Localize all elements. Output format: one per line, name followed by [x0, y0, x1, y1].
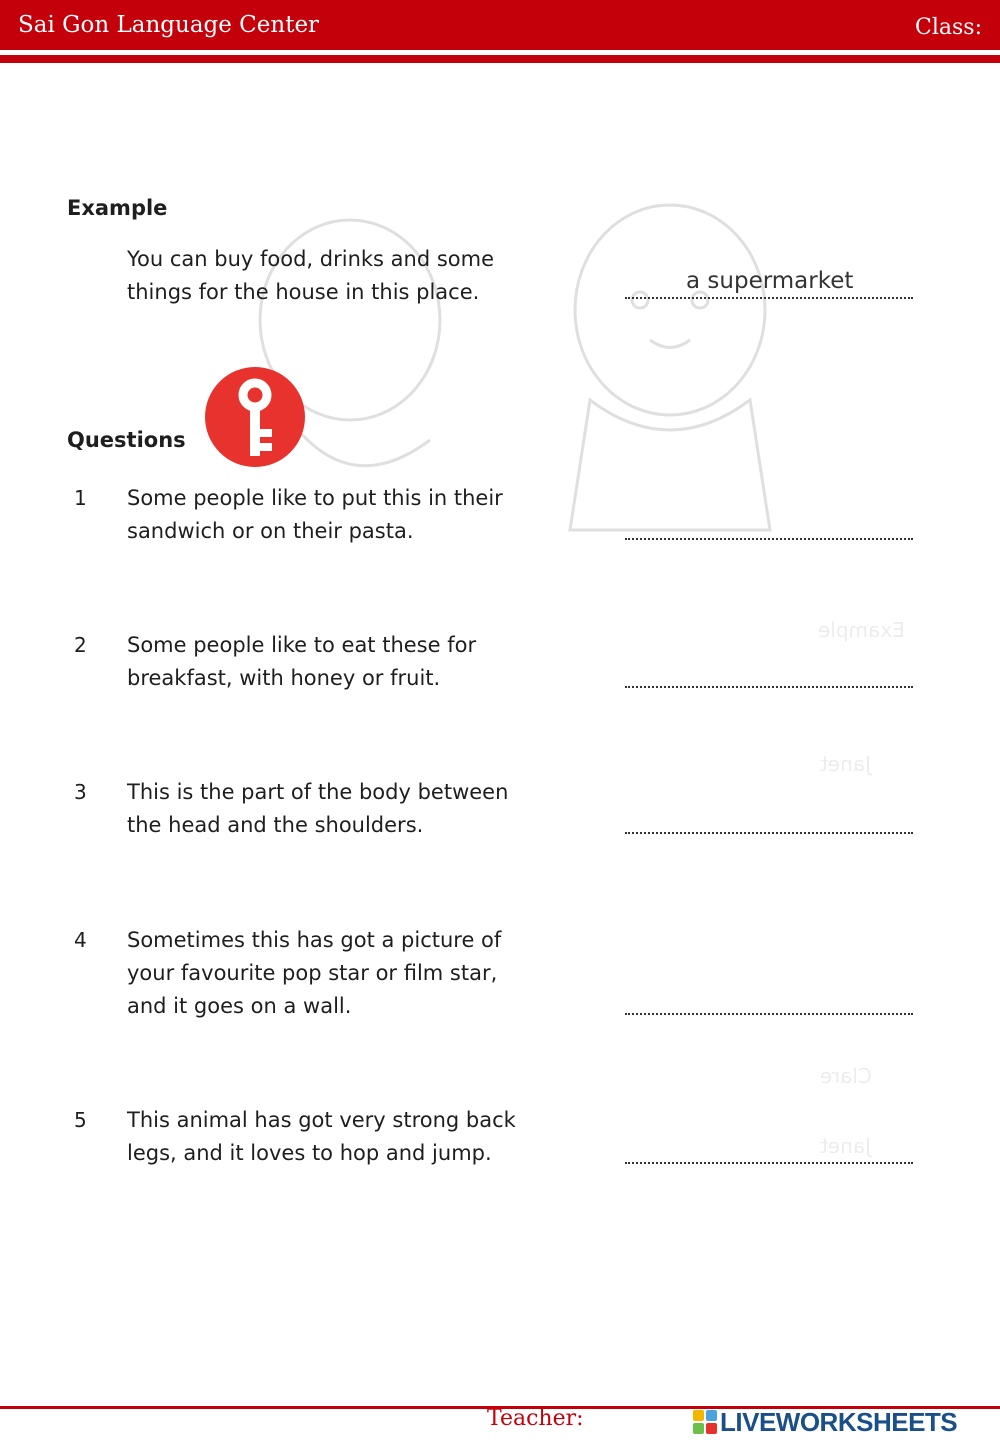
- teacher-label: Teacher:: [487, 1406, 584, 1431]
- question-2-answer-field[interactable]: [625, 686, 913, 688]
- questions-heading: Questions: [67, 428, 186, 452]
- question-4-answer-field[interactable]: [625, 1013, 913, 1015]
- example-prompt: You can buy food, drinks and some things for the house in this place.: [127, 247, 495, 304]
- question-5-number: 5: [74, 1108, 87, 1132]
- logo-grid-icon: [692, 1409, 718, 1435]
- brand-name: LIVEWORKSHEETS: [720, 1406, 958, 1437]
- question-4-text: Sometimes this has got a picture of your favourite pop star or film star, and it goes on a wall.: [127, 928, 502, 1018]
- question-3-text: This is the part of the body between the head and the shoulders.: [127, 780, 509, 837]
- key-icon: [205, 367, 305, 467]
- question-3-number: 3: [74, 780, 87, 804]
- example-answer: a supermarket: [686, 268, 854, 294]
- bleed-through-text: Example: [818, 618, 905, 642]
- center-name: Sai Gon Language Center: [18, 12, 320, 38]
- example-answer-line: [625, 297, 913, 299]
- bleed-through-text: Janet: [820, 752, 871, 776]
- question-1-answer-field[interactable]: [625, 538, 913, 540]
- question-3-answer-field[interactable]: [625, 832, 913, 834]
- question-1-number: 1: [74, 486, 87, 510]
- question-2-number: 2: [74, 633, 87, 657]
- question-1-text: Some people like to put this in their sandwich or on their pasta.: [127, 486, 503, 543]
- class-label: Class:: [915, 15, 982, 40]
- example-heading: Example: [67, 196, 168, 220]
- question-2-text: Some people like to eat these for breakfast, with honey or fruit.: [127, 633, 477, 690]
- question-5-answer-field[interactable]: [625, 1162, 913, 1164]
- liveworksheets-logo: [692, 1407, 957, 1437]
- bleed-through-text: Janet: [820, 1134, 871, 1158]
- question-4-number: 4: [74, 928, 87, 952]
- header-divider: [0, 55, 1000, 63]
- bleed-through-text: Clare: [820, 1064, 872, 1088]
- question-5-text: This animal has got very strong back legs, and it loves to hop and jump.: [127, 1108, 516, 1165]
